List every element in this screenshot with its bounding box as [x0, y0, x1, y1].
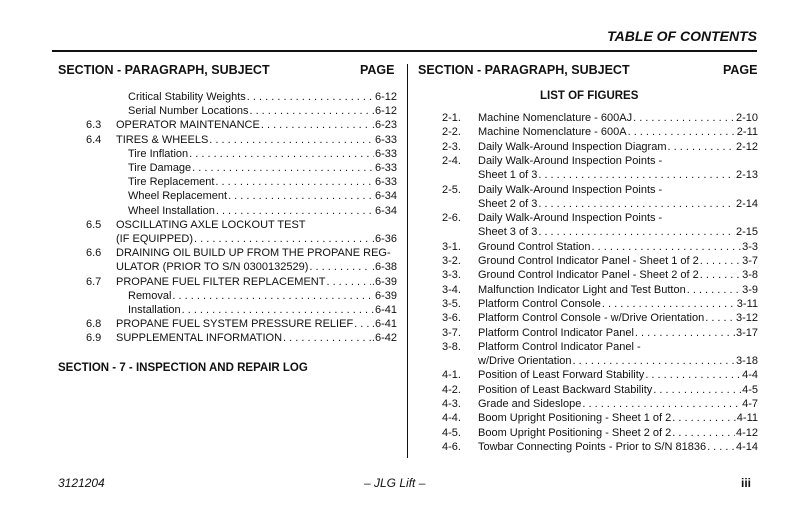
- figure-entry-title: Grade and Sideslope: [478, 398, 582, 410]
- figure-entry-number: 4-1.: [442, 369, 461, 382]
- figure-entry-title: Malfunction Indicator Light and Test Button: [478, 283, 686, 296]
- figure-entry-page: 2-14: [735, 197, 758, 210]
- dot-leader: [582, 397, 741, 411]
- dot-leader: [635, 326, 735, 340]
- figure-entry: [478, 225, 758, 239]
- figure-entry-page: 3-3: [742, 240, 758, 253]
- dot-leader: [189, 147, 374, 161]
- dot-leader: [645, 368, 741, 382]
- toc-entry-page: .6-38: [371, 261, 397, 274]
- dot-leader: [633, 111, 735, 125]
- figure-entry: [442, 368, 758, 382]
- toc-entry: [128, 104, 397, 118]
- figure-entry: [442, 326, 758, 340]
- page-header-title: TABLE OF CONTENTS: [607, 28, 757, 44]
- toc-entry-title: ULATOR (PRIOR TO S/N 0300132529): [116, 261, 309, 274]
- figure-entry-number: 3-7.: [442, 326, 461, 339]
- dot-leader: [700, 268, 741, 282]
- toc-entry-page: .6-36: [371, 233, 397, 245]
- dot-leader: [672, 426, 735, 440]
- toc-entry-number: 6.6: [86, 247, 102, 260]
- figure-entry: [442, 383, 758, 397]
- figure-entry-number: 2-4.: [442, 154, 461, 167]
- dot-leader: [215, 175, 374, 189]
- toc-entry-title: PROPANE FUEL SYSTEM PRESSURE RELIEF: [116, 318, 354, 331]
- toc-entry-page: .6-39: [371, 275, 397, 288]
- toc-entry-page: 6-39: [374, 289, 397, 302]
- figure-entry-page: 3-12: [735, 312, 758, 325]
- toc-entry: [128, 204, 397, 218]
- dot-leader: [247, 90, 374, 104]
- figure-entry-number: 4-2.: [442, 383, 461, 396]
- footer-center: – JLG Lift –: [364, 476, 426, 490]
- figure-entry-title: Platform Control Indicator Panel -: [478, 340, 641, 353]
- figure-entry: [442, 254, 758, 268]
- toc-entry-page: 6-41: [374, 304, 397, 316]
- figure-entry-title: Ground Control Station: [478, 240, 591, 253]
- toc-entry: [86, 317, 397, 331]
- toc-entry-title: DRAINING OIL BUILD UP FROM THE PROPANE REG-: [116, 247, 391, 260]
- dot-leader: [309, 260, 371, 274]
- figure-entry: [442, 297, 758, 311]
- figure-entry-number: 4-4.: [442, 412, 461, 425]
- dot-leader: [538, 197, 735, 211]
- toc-entry: [86, 246, 397, 260]
- figure-entry-page: 3-11: [736, 297, 758, 310]
- figure-entry: [442, 154, 758, 168]
- figure-entry: [442, 240, 758, 254]
- toc-entry-title: (IF EQUIPPED): [116, 233, 194, 245]
- toc-entry-page: 6-12: [374, 91, 397, 103]
- toc-entry-page: 6-33: [374, 147, 397, 160]
- dot-leader: [538, 168, 735, 182]
- toc-entry-title: Installation: [128, 304, 181, 316]
- figure-entry: [442, 411, 758, 425]
- toc-entry-number: 6.4: [86, 133, 102, 146]
- toc-entry-number: 6.7: [86, 275, 102, 288]
- dot-leader: [192, 161, 374, 175]
- figure-entry: [442, 211, 758, 225]
- toc-entry-page: .6-41: [371, 318, 397, 331]
- section-7-heading: SECTION - 7 - INSPECTION AND REPAIR LOG: [58, 362, 308, 374]
- toc-entry: [128, 147, 397, 161]
- figure-entry-title: Sheet 1 of 3: [478, 169, 538, 182]
- toc-entry-title: SUPPLEMENTAL INFORMATION: [116, 332, 283, 345]
- toc-entry-number: 6.9: [86, 332, 102, 345]
- dot-leader: [326, 275, 370, 289]
- figure-entry: [478, 197, 758, 211]
- figure-entry-title: Platform Control Console - w/Drive Orientation: [478, 312, 705, 325]
- figure-entry-title: Daily Walk-Around Inspection Points -: [478, 183, 663, 196]
- toc-entry-title: Serial Number Locations: [128, 105, 249, 118]
- figure-entry-title: Ground Control Indicator Panel - Sheet 2 of 2: [478, 269, 699, 282]
- toc-entry-title: TIRES & WHEELS: [116, 133, 209, 146]
- figure-entry-title: Platform Control Indicator Panel: [478, 326, 634, 339]
- dot-leader: [573, 354, 735, 368]
- right-page-label: PAGE: [723, 63, 758, 77]
- figure-entry-page: 3-9: [742, 283, 758, 296]
- figure-entry-page: 4-5: [742, 383, 758, 396]
- figure-entry-title: Machine Nomenclature - 600A: [478, 126, 627, 139]
- dot-leader: [628, 125, 736, 139]
- figure-entry-number: 3-3.: [442, 269, 461, 282]
- dot-leader: [538, 225, 735, 239]
- dot-leader: [261, 118, 371, 132]
- toc-entry-number: 6.5: [86, 218, 102, 231]
- dot-leader: [354, 317, 371, 331]
- figure-entry-title: Position of Least Forward Stability: [478, 369, 645, 382]
- figure-entry-page: 4-12: [735, 426, 758, 439]
- figure-entry-page: 3-18: [735, 355, 758, 368]
- right-column-heading: SECTION - PARAGRAPH, SUBJECT: [418, 63, 630, 77]
- toc-entry-page: 6-34: [374, 204, 397, 217]
- figure-entry-title: Boom Upright Positioning - Sheet 2 of 2: [478, 426, 672, 439]
- figure-entry-title: Daily Walk-Around Inspection Points -: [478, 154, 663, 167]
- toc-entry-number: 6.8: [86, 318, 102, 331]
- figure-entry-number: 3-6.: [442, 312, 461, 325]
- toc-entry: [128, 175, 397, 189]
- dot-leader: [194, 232, 371, 246]
- dot-leader: [707, 440, 735, 454]
- figure-entry-number: 3-8.: [442, 340, 461, 353]
- figure-entry-title: Platform Control Console: [478, 297, 601, 310]
- figure-entry-title: Position of Least Backward Stability: [478, 383, 653, 396]
- figure-entry-page: 2-13: [735, 169, 758, 182]
- toc-entry-title: Tire Inflation: [128, 147, 189, 160]
- figure-entry: [442, 340, 758, 354]
- list-of-figures-title: LIST OF FIGURES: [540, 90, 639, 102]
- toc-entry: [128, 289, 397, 303]
- toc-entry: [86, 118, 397, 132]
- figure-entry-page: 4-7: [742, 398, 758, 410]
- figure-entry-number: 4-6.: [442, 440, 461, 453]
- figure-entry-number: 2-5.: [442, 183, 461, 196]
- figure-entry-title: Boom Upright Positioning - Sheet 1 of 2: [478, 412, 672, 425]
- figure-entry-title: Ground Control Indicator Panel - Sheet 1 of 2: [478, 255, 699, 267]
- toc-entry: [128, 90, 397, 104]
- figure-entry-title: Towbar Connecting Points - Prior to S/N 81836: [478, 440, 707, 453]
- figure-entry: [442, 397, 758, 411]
- toc-entry-page: 6-33: [374, 176, 397, 189]
- figure-entry-page: 2-15: [735, 226, 758, 239]
- toc-entry-page: 6-33: [374, 162, 397, 174]
- toc-entry-number: 6.3: [86, 119, 102, 132]
- footer-page-number: iii: [741, 476, 752, 490]
- toc-entry-title: Critical Stability Weights: [128, 91, 246, 103]
- figure-entry: [478, 168, 758, 182]
- dot-leader: [283, 331, 371, 345]
- dot-leader: [687, 283, 741, 297]
- header-rule: [52, 50, 757, 52]
- figure-entry: [478, 354, 758, 368]
- figure-entry-page: 3-7: [742, 255, 758, 267]
- dot-leader: [668, 140, 735, 154]
- left-page-label: PAGE: [360, 63, 395, 77]
- dot-leader: [602, 297, 736, 311]
- toc-entry: [128, 303, 397, 317]
- figure-entry: [442, 426, 758, 440]
- figure-entry-page: 4-11: [736, 412, 758, 425]
- figure-entry-number: 3-4.: [442, 283, 461, 296]
- figure-entry-title: w/Drive Orientation: [478, 355, 572, 368]
- toc-entry: [116, 260, 397, 274]
- toc-entry-title: Wheel Installation: [128, 204, 215, 217]
- toc-entry: [128, 161, 397, 175]
- figure-entry-number: 3-2.: [442, 255, 461, 267]
- figure-entry-page: 3-17: [735, 326, 758, 339]
- toc-entry-title: Tire Replacement: [128, 176, 215, 189]
- column-divider: [407, 64, 408, 458]
- toc-entry-page: 6-33: [374, 133, 397, 146]
- figure-entry-number: 2-3.: [442, 140, 461, 153]
- figure-entry: [442, 440, 758, 454]
- figure-entry-title: Daily Walk-Around Inspection Points -: [478, 212, 663, 225]
- figure-entry: [442, 183, 758, 197]
- figure-entry: [442, 140, 758, 154]
- toc-entry-title: Wheel Replacement: [128, 190, 228, 203]
- figure-entry-number: 2-1.: [442, 112, 461, 124]
- dot-leader: [216, 204, 374, 218]
- toc-entry-page: 6-34: [374, 190, 397, 203]
- dot-leader: [228, 189, 374, 203]
- toc-entry: [86, 331, 397, 345]
- figure-entry-title: Sheet 3 of 3: [478, 226, 538, 239]
- left-column-heading: SECTION - PARAGRAPH, SUBJECT: [58, 63, 270, 77]
- figure-entry-page: 2-10: [735, 112, 758, 124]
- dot-leader: [172, 289, 374, 303]
- figure-entry-number: 2-2.: [442, 126, 461, 139]
- toc-entry-title: Tire Damage: [128, 162, 192, 174]
- figure-entry-title: Machine Nomenclature - 600AJ: [478, 112, 633, 124]
- toc-entry: [86, 218, 397, 232]
- dot-leader: [182, 303, 374, 317]
- toc-entry-page: .6-23: [371, 119, 397, 132]
- figure-entry-number: 4-3.: [442, 398, 461, 410]
- figure-entry: [442, 111, 758, 125]
- figure-entry-page: 4-4: [742, 369, 758, 382]
- dot-leader: [653, 383, 741, 397]
- toc-entry: [86, 275, 397, 289]
- toc-entry-page: .6-42: [371, 332, 397, 345]
- figure-entry-number: 2-6.: [442, 212, 461, 225]
- figure-entry-title: Sheet 2 of 3: [478, 197, 538, 210]
- toc-entry-page: 6-12: [374, 105, 397, 118]
- figure-entry-number: 4-5.: [442, 426, 461, 439]
- toc-entry-title: Removal: [128, 289, 172, 302]
- toc-entry: [116, 232, 397, 246]
- dot-leader: [209, 133, 374, 147]
- toc-entry-title: PROPANE FUEL FILTER REPLACEMENT: [116, 275, 326, 288]
- figure-entry-page: 4-14: [735, 440, 758, 453]
- figure-entry-number: 3-5.: [442, 297, 461, 310]
- dot-leader: [592, 240, 742, 254]
- figure-entry: [442, 311, 758, 325]
- dot-leader: [705, 311, 735, 325]
- figure-entry-number: 3-1.: [442, 240, 461, 253]
- toc-entry: [128, 189, 397, 203]
- figure-entry: [442, 268, 758, 282]
- toc-entry-title: OSCILLATING AXLE LOCKOUT TEST: [116, 218, 306, 231]
- figure-entry: [442, 125, 758, 139]
- dot-leader: [249, 104, 374, 118]
- figure-entry-page: 3-8: [742, 269, 758, 282]
- footer-doc-number: 3121204: [58, 476, 105, 490]
- dot-leader: [700, 254, 741, 268]
- toc-entry-title: OPERATOR MAINTENANCE: [116, 119, 260, 132]
- figure-entry-title: Daily Walk-Around Inspection Diagram: [478, 140, 667, 153]
- toc-entry: [86, 133, 397, 147]
- figure-entry-page: 2-12: [735, 140, 758, 153]
- dot-leader: [672, 411, 736, 425]
- figure-entry: [442, 283, 758, 297]
- figure-entry-page: 2-11: [736, 126, 758, 139]
